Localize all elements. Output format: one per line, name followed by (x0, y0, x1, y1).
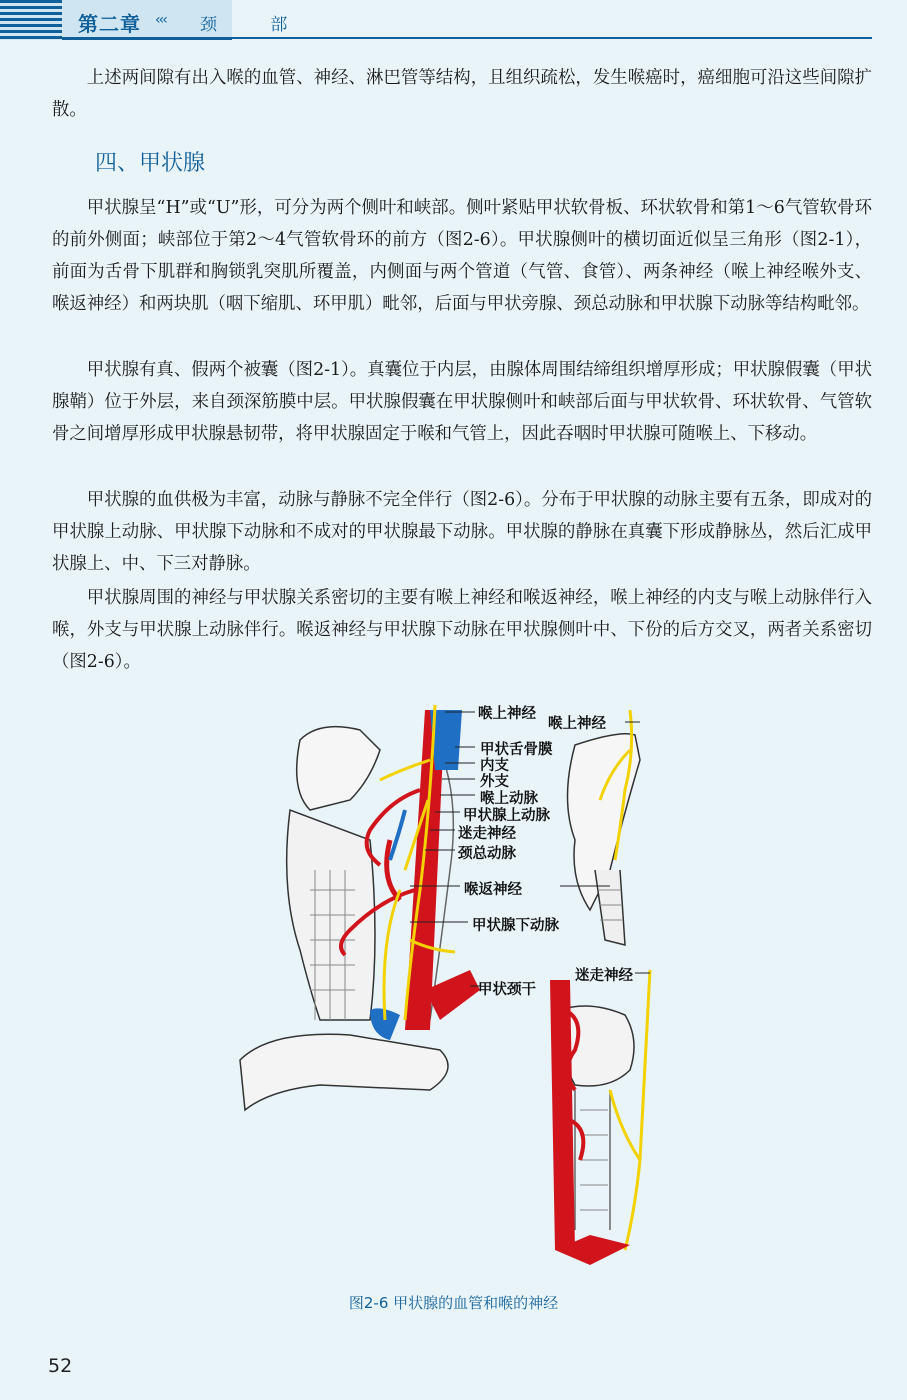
header-stripes (0, 0, 62, 40)
section-name: 颈 部 (200, 15, 312, 35)
paragraph-capsule: 甲状腺有真、假两个被囊（图2-1）。真囊位于内层，由腺体周围结缔组织增厚形成；甲状腺假囊（甲状腺鞘）位于外层，来自颈深筋膜中层。甲状腺假囊在甲状腺侧叶和峡部后面与甲状软骨、环状软骨、气管软骨之间增厚形成甲状腺悬韧带，将甲状腺固定于喉和气管上，因此吞咽时甲状腺可随喉上、下移动。 (52, 360, 872, 444)
chapter-title: 第二章 (78, 12, 141, 36)
label-thyrocervical-trunk: 甲状颈干 (478, 982, 536, 998)
label-thyrohyoid-membrane: 甲状舌骨膜 (480, 742, 553, 758)
label-inf-thyroid-artery: 甲状腺下动脉 (472, 918, 559, 934)
paragraph-nerves: 甲状腺周围的神经与甲状腺关系密切的主要有喉上神经和喉返神经，喉上神经的内支与喉上动脉伴行入喉，外支与甲状腺上动脉伴行。喉返神经与甲状腺下动脉在甲状腺侧叶中、下份的后方交叉，两者关系密切（图2-6）。 (52, 588, 872, 672)
label-sup-laryngeal-nerve-right: 喉上神经 (548, 716, 606, 732)
section-heading: 四、甲状腺 (95, 151, 206, 176)
paragraph-intro: 上述两间隙有出入喉的血管、神经、淋巴管等结构，且组织疏松，发生喉癌时，癌细胞可沿这些间隙扩散。 (52, 68, 872, 120)
paragraph-blood-supply: 甲状腺的血供极为丰富，动脉与静脉不完全伴行（图2-6）。分布于甲状腺的动脉主要有五条，即成对的甲状腺上动脉、甲状腺下动脉和不成对的甲状腺最下动脉。甲状腺的静脉在真囊下形成静脉丛，然后汇成甲状腺上、中、下三对静脉。 (52, 490, 872, 574)
label-external-branch: 外支 (480, 774, 509, 790)
label-common-carotid: 颈总动脉 (458, 846, 516, 862)
label-sup-thyroid-artery: 甲状腺上动脉 (463, 808, 550, 824)
label-sup-laryngeal-artery: 喉上动脉 (480, 791, 538, 807)
label-vagus-nerve-left: 迷走神经 (458, 826, 516, 842)
page-number: 52 (48, 1355, 73, 1377)
header-rule (62, 37, 872, 39)
figure-caption: 图2-6 甲状腺的血管和喉的神经 (348, 1294, 559, 1312)
page-header (0, 0, 907, 46)
paragraph-shape: 甲状腺呈“H”或“U”形，可分为两个侧叶和峡部。侧叶紧贴甲状软骨板、环状软骨和第1～6气管软骨环的前外侧面；峡部位于第2～4气管软骨环的前方（图2-6）。甲状腺侧叶的横切面近似呈三角形（图2-1），前面为舌骨下肌群和胸锁乳突肌所覆盖，内侧面与两个管道（气管、食管）、两条神经（喉上神经喉外支、喉返神经）和两块肌（咽下缩肌、环甲肌）毗邻，后面与甲状旁腺、颈总动脉和甲状腺下动脉等结构毗邻。 (52, 198, 872, 314)
chevron-icon: ‹‹‹ (155, 12, 166, 28)
label-sup-laryngeal-nerve-left: 喉上神经 (478, 706, 536, 722)
label-recurrent-laryngeal: 喉返神经 (464, 882, 522, 898)
label-internal-branch: 内支 (480, 758, 509, 774)
label-vagus-nerve-right: 迷走神经 (575, 968, 633, 984)
